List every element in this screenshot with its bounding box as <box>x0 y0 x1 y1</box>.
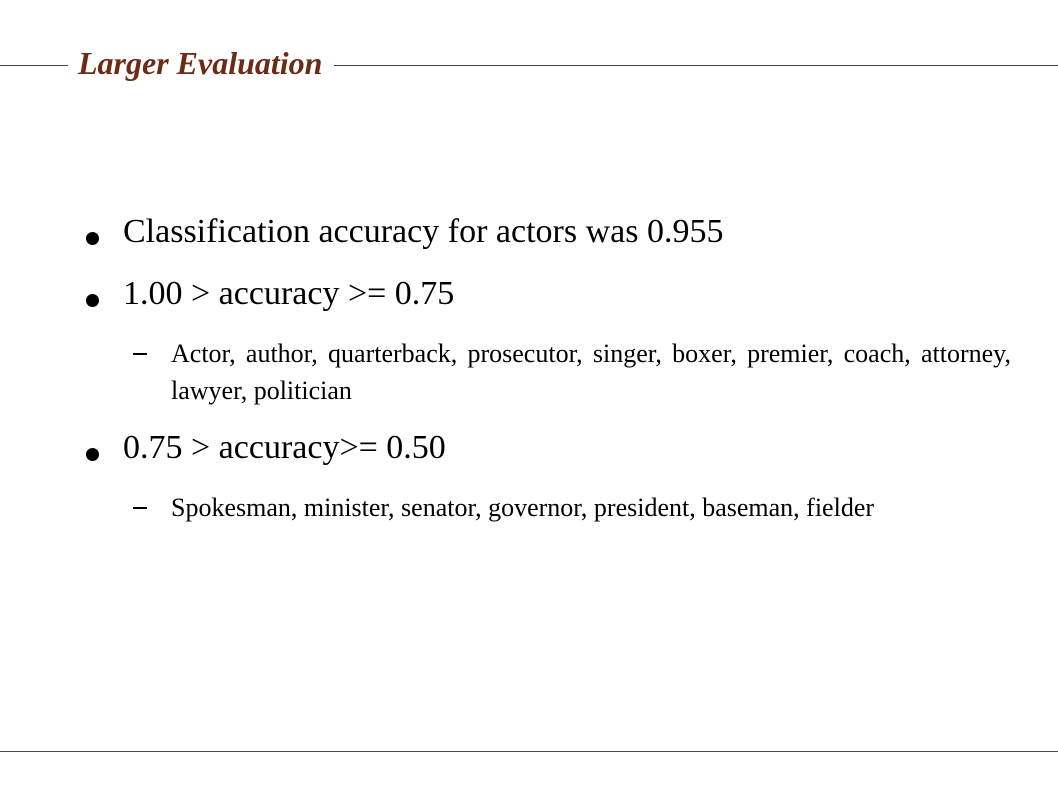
bullet-text: Classification accuracy for actors was 0.955 <box>123 213 724 250</box>
bullet-text: 1.00 > accuracy >= 0.75 <box>123 275 455 312</box>
bullet-dot-icon <box>86 448 99 461</box>
footer-rule <box>0 751 1058 752</box>
slide-title: Larger Evaluation <box>68 42 334 84</box>
bullet-dot-icon <box>86 232 99 245</box>
dash-icon <box>133 353 147 355</box>
bullet-text: 0.75 > accuracy>= 0.50 <box>123 429 446 466</box>
sub-bullet-text: Spokesman, minister, senator, governor, president, baseman, fielder <box>171 493 875 522</box>
sub-bullet-text: Actor, author, quarterback, prosecutor, singer, boxer, premier, coach, attorney, lawyer, politician <box>171 339 1011 405</box>
dash-icon <box>133 507 147 509</box>
bullet-dot-icon <box>86 294 99 307</box>
